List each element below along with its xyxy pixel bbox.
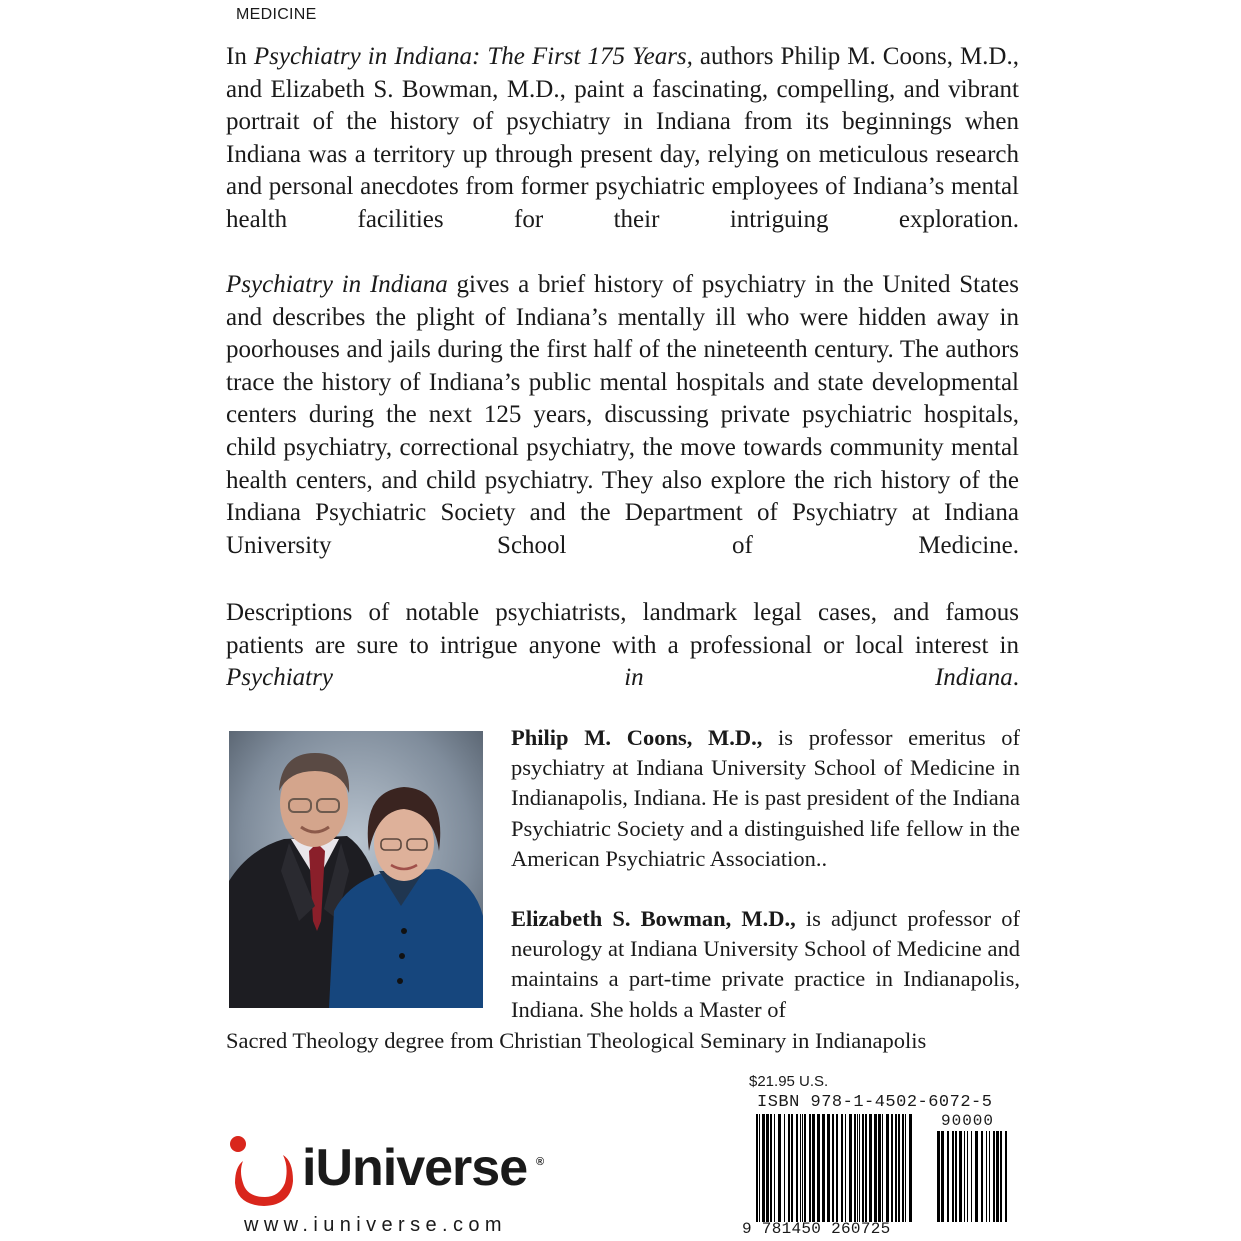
p1-lead: In — [226, 43, 254, 70]
p2-body: gives a brief history of psychiatry in the United States and describes the plight of Indiana’s mentally ill who were hidden away in poorhouses and jails during the first half of the nineteenth century. The authors trace the history of Indiana’s public mental hospitals and state developmental centers during the next 125 years, discussing private psychiatric hospitals, child psychiatry, correctional psychiatry, the move towards community mental health centers, and child psychiatry. They also explore the rich history of the Indiana Psychiatric Society and the Department of Psychiatry at Indiana University School of Medicine. — [226, 271, 1019, 559]
barcode-bar — [1005, 1131, 1007, 1222]
barcode-bar — [809, 1114, 811, 1222]
publisher-name: iUniverse — [302, 1139, 528, 1197]
barcode-bar — [756, 1114, 758, 1222]
barcode-bar — [802, 1114, 803, 1222]
barcode-bar — [778, 1114, 781, 1222]
barcode-bar — [874, 1114, 877, 1222]
author-name-bowman: Elizabeth S. Bowman, M.D., — [511, 906, 796, 931]
barcode-bar — [857, 1114, 858, 1222]
book-title-italic: Psychiatry in Indiana: The First 175 Years, — [253, 43, 693, 70]
barcode-bar — [937, 1131, 940, 1222]
barcode-bar — [882, 1114, 883, 1222]
barcode-bar — [827, 1114, 830, 1222]
barcode-bar — [822, 1114, 825, 1222]
barcode-bar — [878, 1114, 881, 1222]
barcode-bar — [869, 1114, 872, 1222]
barcode-bar — [996, 1131, 999, 1222]
barcode-bar — [986, 1131, 987, 1222]
barcode-bar — [941, 1131, 944, 1222]
registered-mark: ® — [536, 1156, 545, 1168]
barcode-bar — [841, 1114, 843, 1222]
barcode-bar — [971, 1131, 972, 1222]
barcode-bar — [865, 1114, 867, 1222]
barcode-bar — [796, 1114, 798, 1222]
barcode-bar — [845, 1114, 846, 1222]
barcode-addon-icon — [937, 1131, 1007, 1222]
barcode-bar — [832, 1114, 834, 1222]
barcode-icon — [756, 1114, 914, 1222]
barcode-bar — [804, 1114, 806, 1222]
description-paragraph-3 — [226, 597, 1019, 727]
barcode-bar — [817, 1114, 820, 1222]
barcode-bar — [959, 1131, 962, 1222]
bio-bowman-text: is adjunct professor of neurology at Indiana University School of Medicine and maintains a part-time private practice in Indianapolis, Indiana. She holds a Master of — [511, 906, 1021, 1022]
p3-body: Descriptions of notable psychiatrists, landmark legal cases, and famous patients are sure to intrigue anyone with a professional or local interest in — [226, 599, 1019, 659]
barcode-bar — [891, 1114, 893, 1222]
category-label: MEDICINE — [236, 6, 317, 23]
barcode-bar — [862, 1114, 864, 1222]
barcode-bar — [964, 1131, 965, 1222]
barcode-bar — [854, 1114, 856, 1222]
barcode-bar — [975, 1131, 978, 1222]
barcode-bar — [766, 1114, 769, 1222]
barcode-bar — [812, 1114, 815, 1222]
barcode-bar — [981, 1131, 983, 1222]
barcode-bar — [993, 1131, 995, 1222]
barcode-bar — [947, 1131, 949, 1222]
isbn-label: ISBN 978-1-4502-6072-5 — [757, 1093, 993, 1112]
description-paragraph-1 — [226, 41, 1019, 269]
barcode-digits: 9 781450 260725 — [742, 1220, 891, 1238]
barcode-bar — [989, 1131, 990, 1222]
bio-bowman-continued: Sacred Theology degree from Christian Theological Seminary in Indianapolis — [226, 1028, 927, 1053]
barcode-bar — [886, 1114, 889, 1222]
book-title-italic: Psychiatry in Indiana — [226, 271, 448, 298]
p1-body: authors Philip M. Coons, M.D., and Elizabeth S. Bowman, M.D., paint a fascinating, compelling, and vibrant portrait of the history of psychiatry in Indiana from its beginnings when Indiana was a territory up through present day, relying on meticulous research and personal anecdotes from former psychiatric employees of Indiana’s mental health facilities for their intriguing exploration. — [226, 43, 1019, 233]
barcode-bar — [905, 1114, 906, 1222]
barcode-bar — [770, 1114, 772, 1222]
barcode-bar — [955, 1131, 957, 1222]
barcode-bar — [967, 1131, 968, 1222]
barcode-bar — [859, 1114, 860, 1222]
barcode-bar — [762, 1114, 765, 1222]
barcode-bar — [784, 1114, 785, 1222]
barcode-bar — [849, 1114, 852, 1222]
barcode-bar — [895, 1114, 897, 1222]
price-label: $21.95 U.S. — [749, 1073, 829, 1090]
barcode-bar — [902, 1114, 904, 1222]
barcode-bar — [1000, 1131, 1002, 1222]
barcode-bar — [952, 1131, 954, 1222]
author-name-coons: Philip M. Coons, M.D., — [511, 725, 763, 750]
barcode-bar — [836, 1114, 838, 1222]
bio-coons — [511, 723, 1020, 874]
barcode-bar — [800, 1114, 801, 1222]
barcode-addon-digits: 90000 — [941, 1112, 995, 1130]
barcode-bar — [759, 1114, 760, 1222]
bio-coons-text: is professor emeritus of psychiatry at Indiana University School of Medicine in Indianapolis, Indiana. He is past president of the Indiana Psychiatric Society and a distinguished life fellow in the American Psychiatric Association.. — [511, 725, 1021, 871]
barcode-bar — [909, 1114, 912, 1222]
barcode-bar — [774, 1114, 775, 1222]
p3-end: . — [1012, 664, 1019, 692]
bio-bowman — [511, 904, 1020, 1025]
authors-photo — [229, 731, 483, 1008]
barcode-bar — [791, 1114, 793, 1222]
book-title-italic: Psychiatry in Indiana — [226, 664, 1013, 692]
description-paragraph-2 — [226, 269, 1019, 595]
barcode-bar — [788, 1114, 790, 1222]
publisher-url: www.iuniverse.com — [244, 1214, 507, 1236]
barcode-bar — [898, 1114, 900, 1222]
